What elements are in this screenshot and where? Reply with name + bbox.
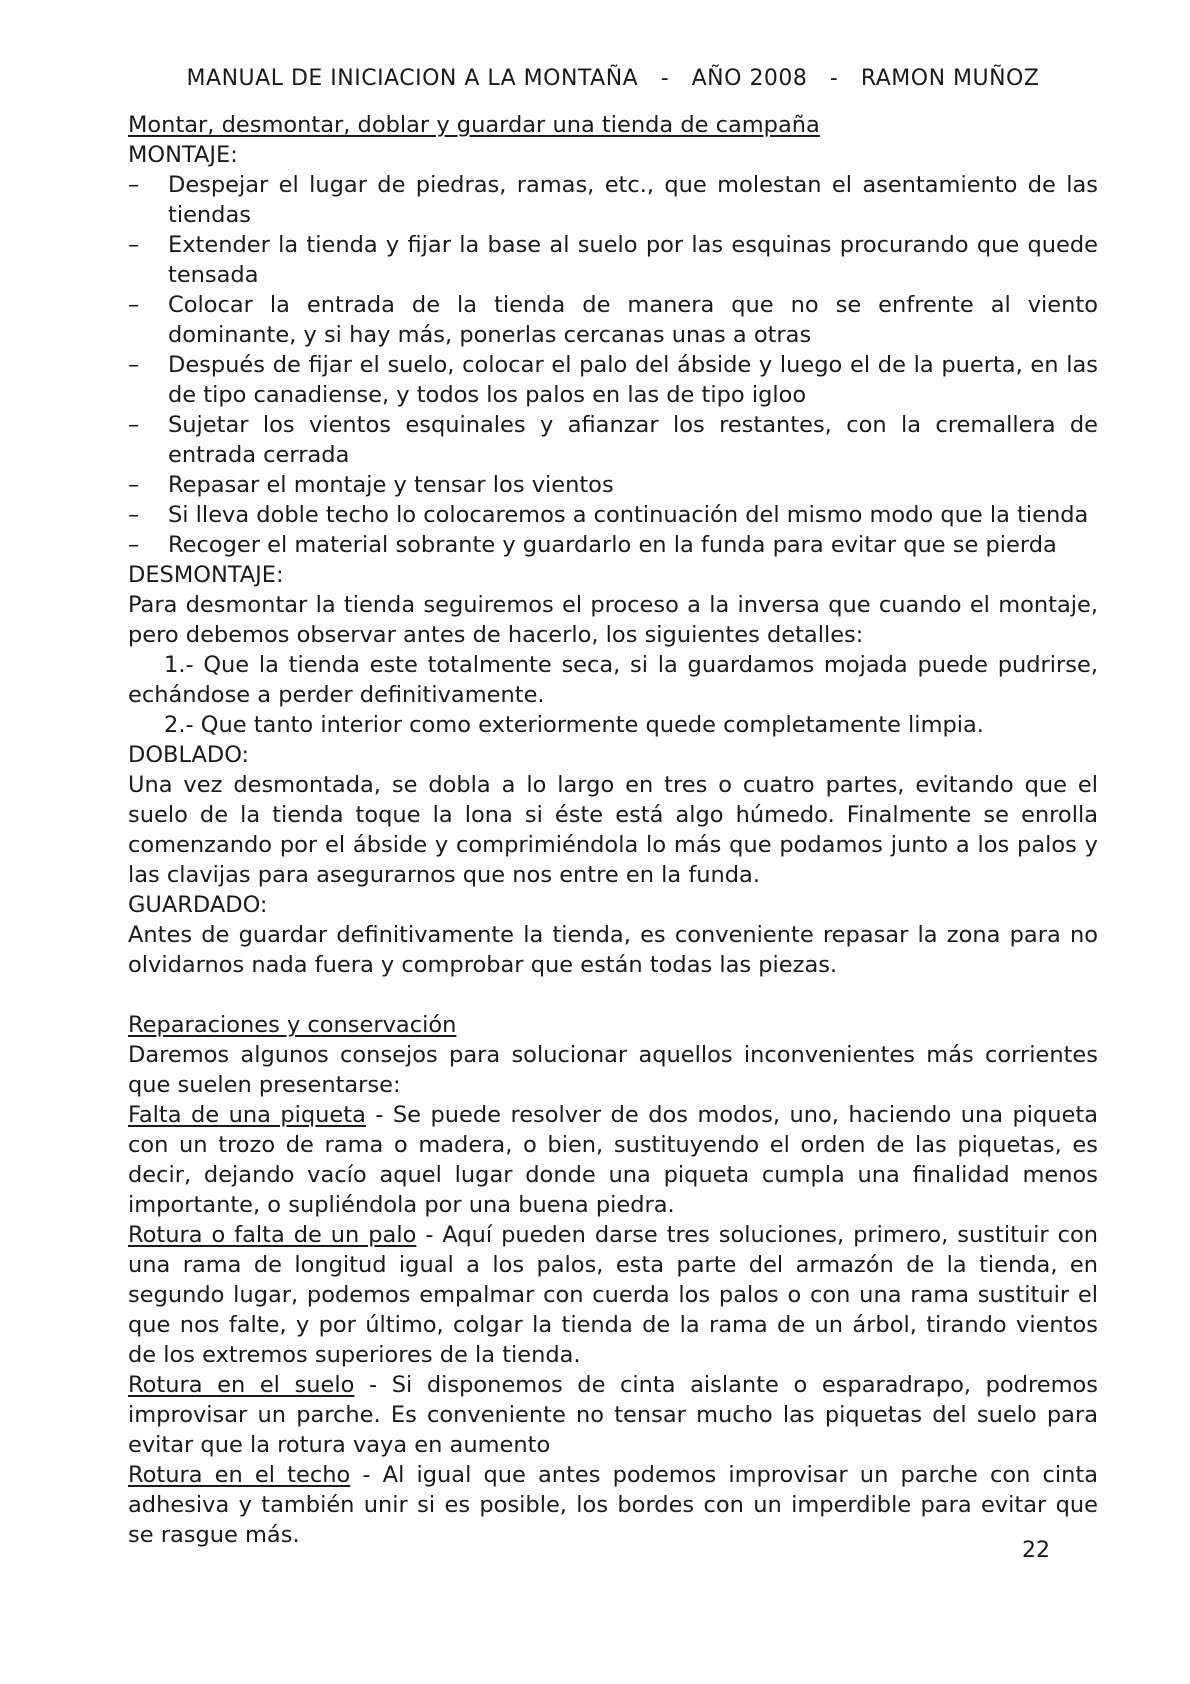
dash-bullet: –: [128, 532, 140, 558]
list-item: – Después de fijar el suelo, colocar el palo del ábside y luego el de la puerta, en las de tipo canadiense, y todos los palos en las de tipo igloo: [128, 352, 1098, 408]
list-item: – Despejar el lugar de piedras, ramas, etc., que molestan el asentamiento de las tiendas: [128, 172, 1098, 228]
document-page: [128, 64, 1098, 1550]
section-spacer: [128, 980, 1098, 1010]
dash-bullet: –: [128, 232, 140, 258]
dash-bullet: –: [128, 472, 140, 498]
montaje-list: [128, 170, 1098, 560]
doblado-paragraph: Una vez desmontada, se dobla a lo largo en tres o cuatro partes, evitando que el suelo de la tienda toque la lona si éste está algo húmedo. Finalmente se enrolla comenzando por el ábside y comprimiéndola lo más que podamos junto a los palos y las clavijas para asegurarnos que nos entre en la funda.: [128, 772, 1098, 888]
list-item: – Repasar el montaje y tensar los vientos: [128, 472, 614, 498]
repair-term: Rotura en el suelo: [128, 1372, 355, 1398]
dash-bullet: –: [128, 292, 140, 318]
section-tienda: [128, 110, 1098, 980]
guardado-label: GUARDADO:: [128, 892, 268, 918]
list-item: – Colocar la entrada de la tienda de manera que no se enfrente al viento dominante, y si hay más, ponerlas cercanas unas a otras: [128, 292, 1098, 348]
list-item: – Recoger el material sobrante y guardarlo en la funda para evitar que se pierda: [128, 532, 1057, 558]
list-item: – Extender la tienda y fijar la base al suelo por las esquinas procurando que quede tensada: [128, 232, 1098, 288]
list-item: – Sujetar los vientos esquinales y afianzar los restantes, con la cremallera de entrada cerrada: [128, 412, 1098, 468]
doblado-label: DOBLADO:: [128, 742, 250, 768]
repair-term: Rotura en el techo: [128, 1462, 351, 1488]
desmontaje-point: 2.- Que tanto interior como exteriormente quede completamente limpia.: [164, 712, 984, 738]
page-number: 22: [1022, 1538, 1050, 1563]
repair-text: - Al igual que antes podemos improvisar un parche con cinta adhesiva y también unir si es posible, los bordes con un imperdible para evitar que se rasgue más.: [128, 1462, 1098, 1548]
desmontaje-point: 1.- Que la tienda este totalmente seca, si la guardamos mojada puede pudrirse, echándose a perder definitivamente.: [128, 652, 1098, 708]
repair-item: [128, 1220, 1098, 1370]
repair-term: Falta de una piqueta: [128, 1102, 366, 1128]
montaje-label: MONTAJE:: [128, 142, 238, 168]
repair-text: - Aquí pueden darse tres soluciones, primero, sustituir con una rama de longitud igual a los palos, esta parte del armazón de la tienda, en segundo lugar, podemos empalmar con cuerda los palos o con una rama sustituir el que nos falte, y por último, colgar la tienda de la rama de un árbol, tirando vientos de los extremos superiores de la tienda.: [128, 1222, 1099, 1368]
section-reparaciones: [128, 1010, 1098, 1550]
repair-item: [128, 1370, 1098, 1460]
dash-bullet: –: [128, 172, 140, 198]
dash-bullet: –: [128, 352, 140, 378]
dash-bullet: –: [128, 502, 140, 528]
repair-text: - Si disponemos de cinta aislante o esparadrapo, podremos improvisar un parche. Es conveniente no tensar mucho las piquetas del suelo para evitar que la rotura vaya en aumento: [128, 1372, 1098, 1458]
desmontaje-paragraph: Para desmontar la tienda seguiremos el proceso a la inversa que cuando el montaje, pero debemos observar antes de hacerlo, los siguientes detalles:: [128, 592, 1098, 648]
section-title: Montar, desmontar, doblar y guardar una tienda de campaña: [128, 112, 820, 138]
dash-bullet: –: [128, 412, 140, 438]
guardado-paragraph: Antes de guardar definitivamente la tienda, es conveniente repasar la zona para no olvidarnos nada fuera y comprobar que están todas las piezas.: [128, 922, 1098, 978]
list-item: – Si lleva doble techo lo colocaremos a continuación del mismo modo que la tienda: [128, 502, 1089, 528]
reparaciones-intro: Daremos algunos consejos para solucionar aquellos inconvenientes más corrientes que suelen presentarse:: [128, 1042, 1098, 1098]
desmontaje-label: DESMONTAJE:: [128, 562, 284, 588]
repair-term: Rotura o falta de un palo: [128, 1222, 417, 1248]
repair-text: - Se puede resolver de dos modos, uno, haciendo una piqueta con un trozo de rama o madera, o bien, sustituyendo el orden de las piquetas, es decir, dejando vacío aquel lugar donde una piqueta cumpla una finalidad menos importante, o supliéndola por una buena piedra.: [128, 1102, 1098, 1218]
repair-item: [128, 1100, 1098, 1220]
section-title: Reparaciones y conservación: [128, 1012, 457, 1038]
repair-item: [128, 1460, 1098, 1550]
running-header: MANUAL DE INICIACION A LA MONTAÑA - AÑO 2008 - RAMON MUÑOZ: [186, 66, 1040, 91]
